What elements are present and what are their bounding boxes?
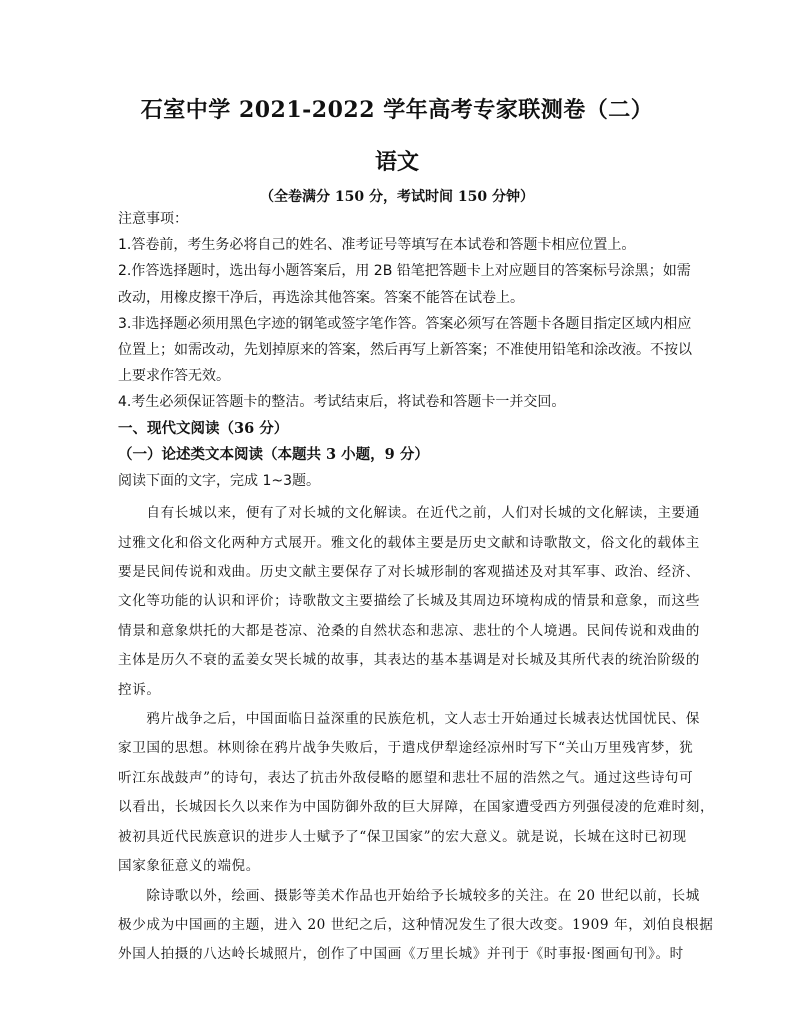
section-heading: 一、现代文阅读（36 分） (118, 419, 289, 437)
passage-line: 国家象征意义的端倪。 (118, 858, 260, 875)
passage-line: 家卫国的思想。林则徐在鸦片战争失败后，于遣戍伊犁途经凉州时写下“关山万里残宵梦，犹 (118, 740, 694, 757)
passage-line: 除诗歌以外，绘画、摄影等美术作品也开始给予长城较多的关注。在 20 世纪以前，长城 (118, 887, 700, 904)
notice-line: 改动，用橡皮擦干净后，再选涂其他答案。答案不能答在试卷上。 (118, 289, 524, 306)
passage-line: 被初具近代民族意识的进步人士赋予了“保卫国家”的宏大意义。就是说，长城在这时已初现 (118, 828, 687, 845)
passage-line: 过雅文化和俗文化两种方式展开。雅文化的载体主要是历史文献和诗歌散文，俗文化的载体主 (118, 534, 700, 551)
passage-line: 听江东战鼓声”的诗句，表达了抗击外敌侵略的愿望和悲壮不屈的浩然之气。通过这些诗句可 (118, 769, 694, 786)
passage-line: 文化等功能的认识和评价；诗歌散文主要描绘了长城及其周边环境构成的情景和意象，而这些 (118, 593, 700, 610)
notice-line: 位置上；如需改动，先划掉原来的答案，然后再写上新答案；不准使用铅笔和涂改液。不按以 (118, 342, 692, 359)
reading-instruction: 阅读下面的文字，完成 1~3题。 (118, 473, 320, 490)
notice-heading: 注意事项： (118, 211, 188, 227)
notice-line: 1.答卷前，考生务必将自己的姓名、准考证号等填写在本试卷和答题卡相应位置上。 (118, 237, 636, 254)
exam-meta: （全卷满分 150 分，考试时间 150 分钟） (260, 189, 534, 205)
passage-line: 要是民间传说和戏曲。历史文献主要保存了对长城形制的客观描述及对其军事、政治、经济、 (118, 564, 700, 581)
passage-line: 自有长城以来，便有了对长城的文化解读。在近代之前，人们对长城的文化解读，主要通 (118, 505, 700, 522)
notice-line: 4.考生必须保证答题卡的整洁。考试结束后，将试卷和答题卡一并交回。 (118, 394, 566, 411)
notice-line: 3.非选择题必须用黑色字迹的钢笔或签字笔作答。答案必须写在答题卡各题目指定区域内相应 (118, 315, 692, 332)
notice-line: 上要求作答无效。 (118, 368, 230, 385)
passage-line: 控诉。 (118, 681, 161, 698)
passage-line: 情景和意象烘托的大都是苍凉、沧桑的自然状态和悲凉、悲壮的个人境遇。民间传说和戏曲的 (118, 622, 700, 639)
passage-line: 极少成为中国画的主题，进入 20 世纪之后，这种情况发生了很大改变。1909 年，刘伯良根据 (118, 916, 714, 933)
exam-title: 石室中学 2021-2022 学年高考专家联测卷（二） (140, 97, 654, 123)
passage-line: 鸦片战争之后，中国面临日益深重的民族危机，文人志士开始通过长城表达忧国忧民、保 (118, 711, 700, 728)
subject-title: 语文 (374, 149, 419, 175)
exam-content (118, 206, 715, 970)
section-sub-heading: （一）论述类文本阅读（本题共 3 小题，9 分） (118, 445, 429, 463)
passage-line: 外国人拍摄的八达岭长城照片，创作了中国画《万里长城》并刊于《时事报·图画旬刊》。时 (118, 946, 684, 963)
passage-line: 以看出，长城因长久以来作为中国防御外敌的巨大屏障，在国家遭受西方列强侵凌的危难时刻， (118, 799, 715, 816)
reading-passage (118, 499, 715, 970)
notice-line: 2.作答选择题时，选出每小题答案后，用 2B 铅笔把答题卡上对应题目的答案标号涂黑；如需 (118, 263, 691, 280)
passage-line: 主体是历久不衰的孟姜女哭长城的故事，其表达的基本基调是对长城及其所代表的统治阶级的 (118, 652, 700, 669)
